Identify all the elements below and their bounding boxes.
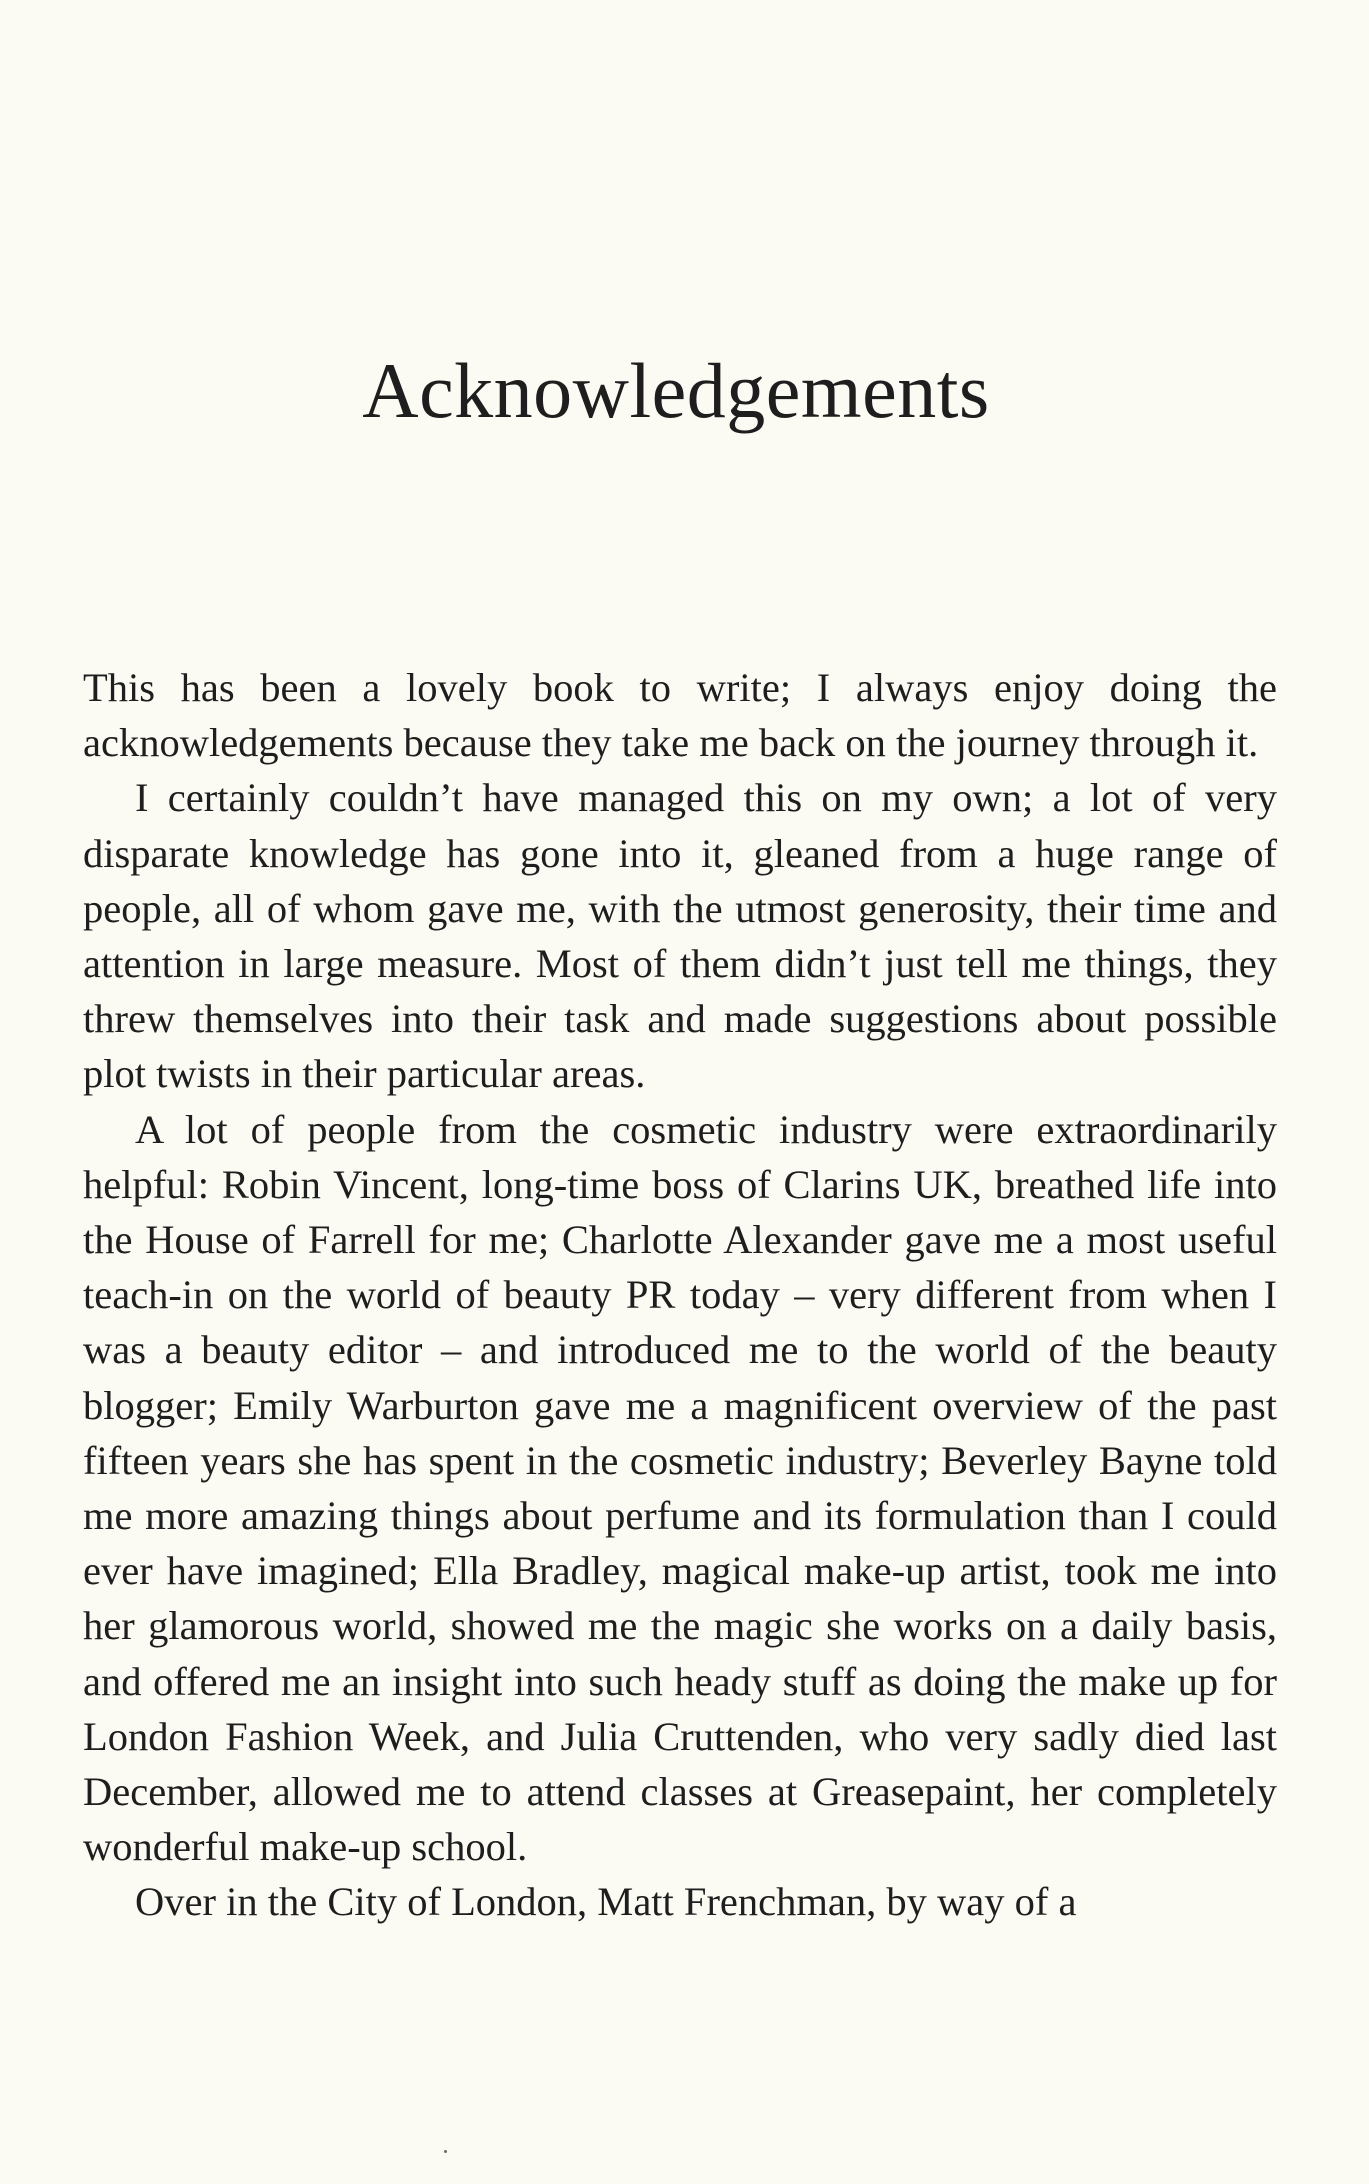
paragraph-1: This has been a lovely book to write; I always enjoy doing the acknowledgements because they take me back on the journey through it.: [83, 665, 1277, 766]
paragraph-2: I certainly couldn’t have managed this on my own; a lot of very disparate knowledge has gone into it, gleaned from a huge range of people, all of whom gave me, with the utmost generosity, their time and attention in large measure. Most of them didn’t just tell me things, they threw themselves into their task and made suggestions about possible plot twists in their particular areas.: [83, 775, 1277, 1097]
print-speck: [444, 2150, 447, 2153]
paragraph-3: A lot of people from the cosmetic industry were extraordinarily helpful: Robin Vincent, long-time boss of Clarins UK, breathed life into the House of Farrell for me; Charlotte Alexander gave me a most useful teach-in on the world of beauty PR today – very different from when I was a beauty editor – and introduced me to the world of the beauty blogger; Emily Warburton gave me a magnificent overview of the past fifteen years she has spent in the cosmetic industry; Beverley Bayne told me more amazing things about perfume and its formulation than I could ever have imagined; Ella Bradley, magical make-up artist, took me into her glamorous world, showed me the magic she works on a daily basis, and offered me an insight into such heady stuff as doing the make up for London Fashion Week, and Julia Cruttenden, who very sadly died last December, allowed me to attend classes at Greasepaint, her completely wonderful make-up school.: [83, 1106, 1277, 1870]
page-title: Acknowledgements: [362, 347, 990, 434]
paragraph-4: Over in the City of London, Matt Frenchman, by way of a: [135, 1879, 1077, 1925]
body-text: [83, 660, 1277, 1930]
